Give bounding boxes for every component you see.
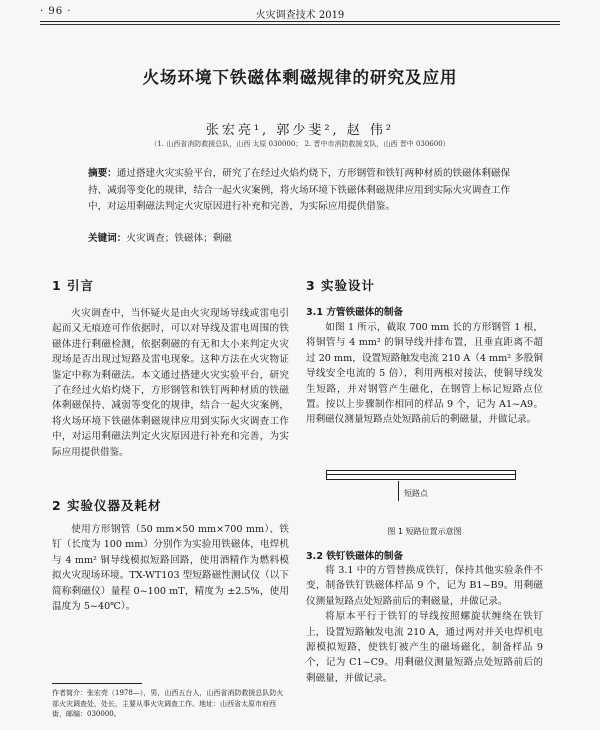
running-header xyxy=(40,4,560,22)
journal-title: 火灾调查技术 2019 xyxy=(255,10,345,21)
section-3-1-heading: 3.1 方管铁磁体的制备 xyxy=(306,307,404,318)
keywords xyxy=(88,232,512,246)
section-2-paragraph: 使用方形钢管（50 mm×50 mm×700 mm）、铁钉（长度为 100 mm）分别作为实验用铁磁体，电焊机与 4 mm² 铜导线模拟短路回路，使用酒精作为燃料模拟火灾现场环境。TX-WT103 型短路磁性测试仪（以下简称剩磁仪）量程 0~100 mT，精度为 ±2.5%，使用温度为 5~40℃）。 xyxy=(52,524,289,613)
abstract-label: 摘要： xyxy=(88,168,117,179)
keywords-label: 关键词： xyxy=(88,233,127,244)
figure-1 xyxy=(306,470,543,538)
section-1-heading: 1 引言 xyxy=(52,278,95,293)
footnote-rule xyxy=(52,683,142,684)
section-3-2-body xyxy=(306,563,543,686)
section-3-2-heading: 3.2 铁钉铁磁体的制备 xyxy=(306,551,404,562)
section-3-2-paragraph-2: 将原本平行于铁钉的导线按照螺旋状缠绕在铁钉上，设置短路触发电流 210 A，通过两对并关电焊机电源模拟短路，使铁钉被产生的磁场磁化，制备样品 9 个，记为 C1~C9。用剩磁仪测量短路点处短路前后的剩磁量，并做记录。 xyxy=(306,611,543,684)
header-rule xyxy=(40,21,560,22)
authors: 张宏亮¹, 郭少斐², 赵 伟² xyxy=(205,123,395,138)
author-footnote: 作者简介：张宏亮（1978—），男，山西五台人，山西省消防救援总队防火部火灾调查处，处长，主要从事火灾调查工作。地址：山西省太原市府西街，邮编：030000。 xyxy=(52,689,284,718)
article-title: 火场环境下铁磁体剩磁规律的研究及应用 xyxy=(142,68,458,87)
affiliations: （1. 山西省消防救援总队，山西 太原 030000； 2. 晋中市消防救援支队，山西 晋中 030600） xyxy=(150,140,450,148)
header-rule-thin xyxy=(40,24,560,25)
short-circuit-label: 短路点 xyxy=(404,489,428,498)
section-3-1-paragraph: 如图 1 所示，截取 700 mm 长的方形钢管 1 根，将铜管与 4 mm² 的铜导线并排布置，且垂直距离不超过 20 mm，设置短路触发电流 210 A（4 mm² 多股铜导线安全电流的 5 倍），利用两根对接法，使铜导线发生短路，并对钢管产生磁化，在钢管上标记短路点位置。按以上步骤制作相同的样品 9 个，记为 A1~A9。用剩磁仪测量短路点处短路前后的剩磁量，并做记录。 xyxy=(306,322,543,426)
abstract-text: 通过搭建火灾实验平台，研究了在经过火焰灼烧下，方形钢管和铁钉两种材质的铁磁体剩磁保持、减弱等变化的规律，结合一起火灾案例，将火场环境下铁磁体剩磁规律应用到实际火灾调查工作中，对运用剩磁法判定火灾原因进行补充和完善，为实际应用提供借鉴。 xyxy=(88,168,511,212)
abstract xyxy=(88,166,512,216)
section-1-paragraph: 火灾调查中，当怀疑火是由火灾现场导线或雷电引起而又无痕迹可作依据时，可以对导线及雷电周围的铁磁体进行剩磁检测，依据剩磁的有无和大小来判定火灾现场是否出现过短路及雷电现象。这种方法在火灾物证鉴定中称为剩磁法。本文通过搭建火灾实验平台，研究了在经过火焰灼烧下，方形钢管和铁钉两种材质的铁磁体剩磁保持、减弱等变化的规律，结合一起火灾案例，将火场环境下铁磁体剩磁规律应用到实际火灾调查工作中，对运用剩磁法判定火灾原因进行补充和完善，为实际应用提供借鉴。 xyxy=(52,308,289,458)
keywords-text: 火灾调查；铁磁体；剩磁 xyxy=(126,233,232,244)
section-2-body xyxy=(52,522,289,614)
page-number: · 96 · xyxy=(40,6,72,17)
section-3-heading: 3 实验设计 xyxy=(306,278,376,293)
steel-pipe-diagram xyxy=(326,470,516,480)
section-2-heading: 2 实验仪器及耗材 xyxy=(52,498,162,513)
section-3-1-body xyxy=(306,320,543,428)
section-1-body xyxy=(52,306,289,460)
short-circuit-pointer xyxy=(398,481,399,501)
section-3-2-paragraph-1: 将 3.1 中的方管替换成铁钉，保持其他实验条件不变，制备铁钉铁磁体样品 9 个，记为 B1~B9。用剩磁仪测量短路点处短路前后的剩磁量，并做记录。 xyxy=(306,565,543,607)
figure-1-caption: 图 1 短路位置示意图 xyxy=(387,527,462,536)
